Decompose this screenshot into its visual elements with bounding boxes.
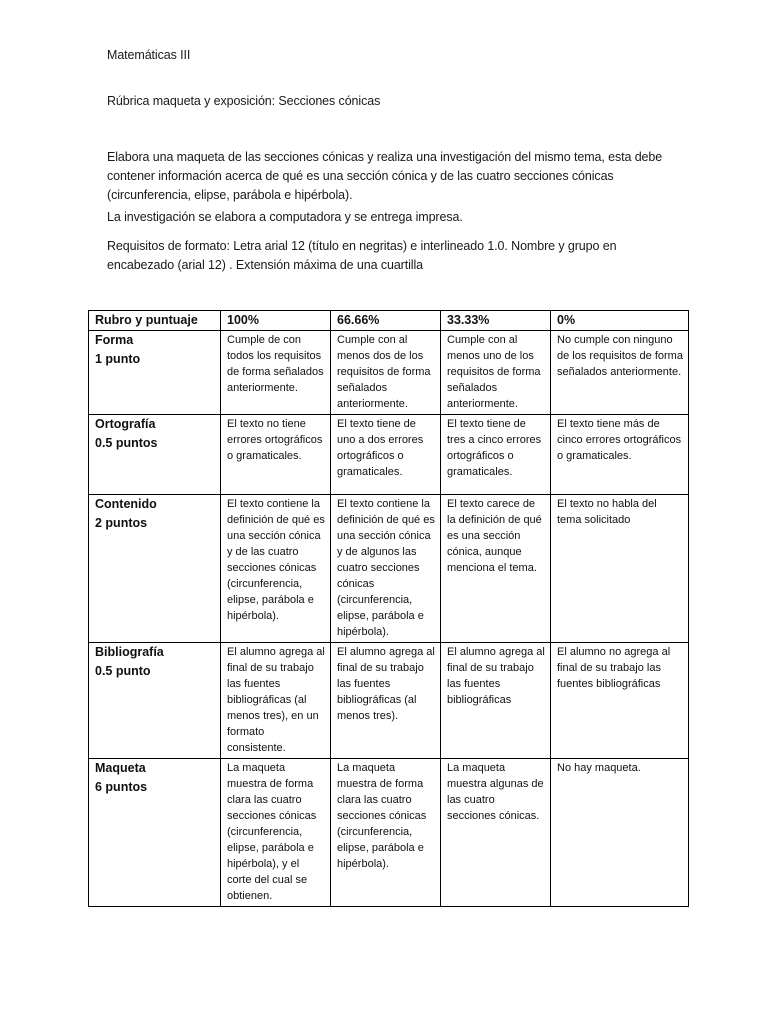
table-cell: El texto contiene la definición de qué es una sección cónica y de las cuatro secciones cónicas (circunferencia, elipse, parábola e hipérbola). bbox=[221, 495, 331, 643]
criterion-name: Maqueta bbox=[95, 761, 146, 775]
table-cell: La maqueta muestra de forma clara las cuatro secciones cónicas (circunferencia, elipse, parábola e hipérbola), y el corte del cual se obtienen. bbox=[221, 759, 331, 907]
criterion-name: Forma bbox=[95, 333, 134, 347]
table-cell: Cumple de con todos los requisitos de forma señalados anteriormente. bbox=[221, 331, 331, 415]
table-cell: El texto tiene más de cinco errores ortográficos o gramaticales. bbox=[551, 415, 689, 495]
table-cell: El alumno no agrega al final de su trabajo las fuentes bibliográficas bbox=[551, 643, 689, 759]
criterion-cell bbox=[89, 331, 221, 415]
instructions-paragraph: Elabora una maqueta de las secciones cónicas y realiza una investigación del mismo tema, esta debe contener información acerca de qué es una sección cónica y de las cuatro secciones cónicas (circunferencia, elipse, parábola e hipérbola). bbox=[107, 150, 663, 202]
column-header: 33.33% bbox=[441, 311, 551, 331]
criterion-points: 2 puntos bbox=[95, 516, 148, 530]
delivery-paragraph: La investigación se elabora a computadora y se entrega impresa. bbox=[107, 210, 463, 224]
table-header-row bbox=[89, 311, 689, 331]
table-row bbox=[89, 331, 689, 415]
criterion-name: Contenido bbox=[95, 497, 157, 511]
criterion-cell bbox=[89, 495, 221, 643]
table-cell: El alumno agrega al final de su trabajo las fuentes bibliográficas (al menos tres). bbox=[331, 643, 441, 759]
table-cell: El texto no tiene errores ortográficos o gramaticales. bbox=[221, 415, 331, 495]
table-cell: El texto carece de la definición de qué es una sección cónica, aunque menciona el tema. bbox=[441, 495, 551, 643]
criterion-points: 1 punto bbox=[95, 352, 141, 366]
table-row bbox=[89, 495, 689, 643]
table-cell: Cumple con al menos uno de los requisitos de forma señalados anteriormente. bbox=[441, 331, 551, 415]
table-cell: El texto no habla del tema solicitado bbox=[551, 495, 689, 643]
format-requirements-paragraph: Requisitos de formato: Letra arial 12 (título en negritas) e interlineado 1.0. Nombre y grupo en encabezado (arial 12) . Extensión máxima de una cuartilla bbox=[107, 239, 617, 272]
table-cell: La maqueta muestra algunas de las cuatro secciones cónicas. bbox=[441, 759, 551, 907]
criterion-name: Ortografía bbox=[95, 417, 156, 431]
table-cell: No hay maqueta. bbox=[551, 759, 689, 907]
column-header: 100% bbox=[221, 311, 331, 331]
table-cell: La maqueta muestra de forma clara las cuatro secciones cónicas (circunferencia, elipse, parábola e hipérbola). bbox=[331, 759, 441, 907]
rubric-heading: Rúbrica maqueta y exposición: Secciones cónicas bbox=[107, 94, 381, 108]
column-header: Rubro y puntuaje bbox=[89, 311, 221, 331]
criterion-cell bbox=[89, 415, 221, 495]
column-header: 0% bbox=[551, 311, 689, 331]
criterion-points: 0.5 punto bbox=[95, 664, 151, 678]
table-cell: No cumple con ninguno de los requisitos de forma señalados anteriormente. bbox=[551, 331, 689, 415]
table-cell: El texto contiene la definición de qué es una sección cónica y de algunos las cuatro secciones cónicas (circunferencia, elipse, parábola e hipérbola). bbox=[331, 495, 441, 643]
table-row bbox=[89, 415, 689, 495]
table-cell: El alumno agrega al final de su trabajo las fuentes bibliográficas bbox=[441, 643, 551, 759]
criterion-points: 6 puntos bbox=[95, 780, 148, 794]
table-cell: El texto tiene de uno a dos errores ortográficos o gramaticales. bbox=[331, 415, 441, 495]
rubric-table bbox=[88, 310, 689, 907]
criterion-cell bbox=[89, 759, 221, 907]
criterion-cell bbox=[89, 643, 221, 759]
criterion-name: Bibliografía bbox=[95, 645, 164, 659]
table-cell: El texto tiene de tres a cinco errores ortográficos o gramaticales. bbox=[441, 415, 551, 495]
table-row bbox=[89, 759, 689, 907]
table-cell: Cumple con al menos dos de los requisitos de forma señalados anteriormente. bbox=[331, 331, 441, 415]
criterion-points: 0.5 puntos bbox=[95, 436, 158, 450]
column-header: 66.66% bbox=[331, 311, 441, 331]
table-cell: El alumno agrega al final de su trabajo las fuentes bibliográficas (al menos tres), en un formato consistente. bbox=[221, 643, 331, 759]
course-title: Matemáticas III bbox=[107, 48, 191, 62]
table-row bbox=[89, 643, 689, 759]
